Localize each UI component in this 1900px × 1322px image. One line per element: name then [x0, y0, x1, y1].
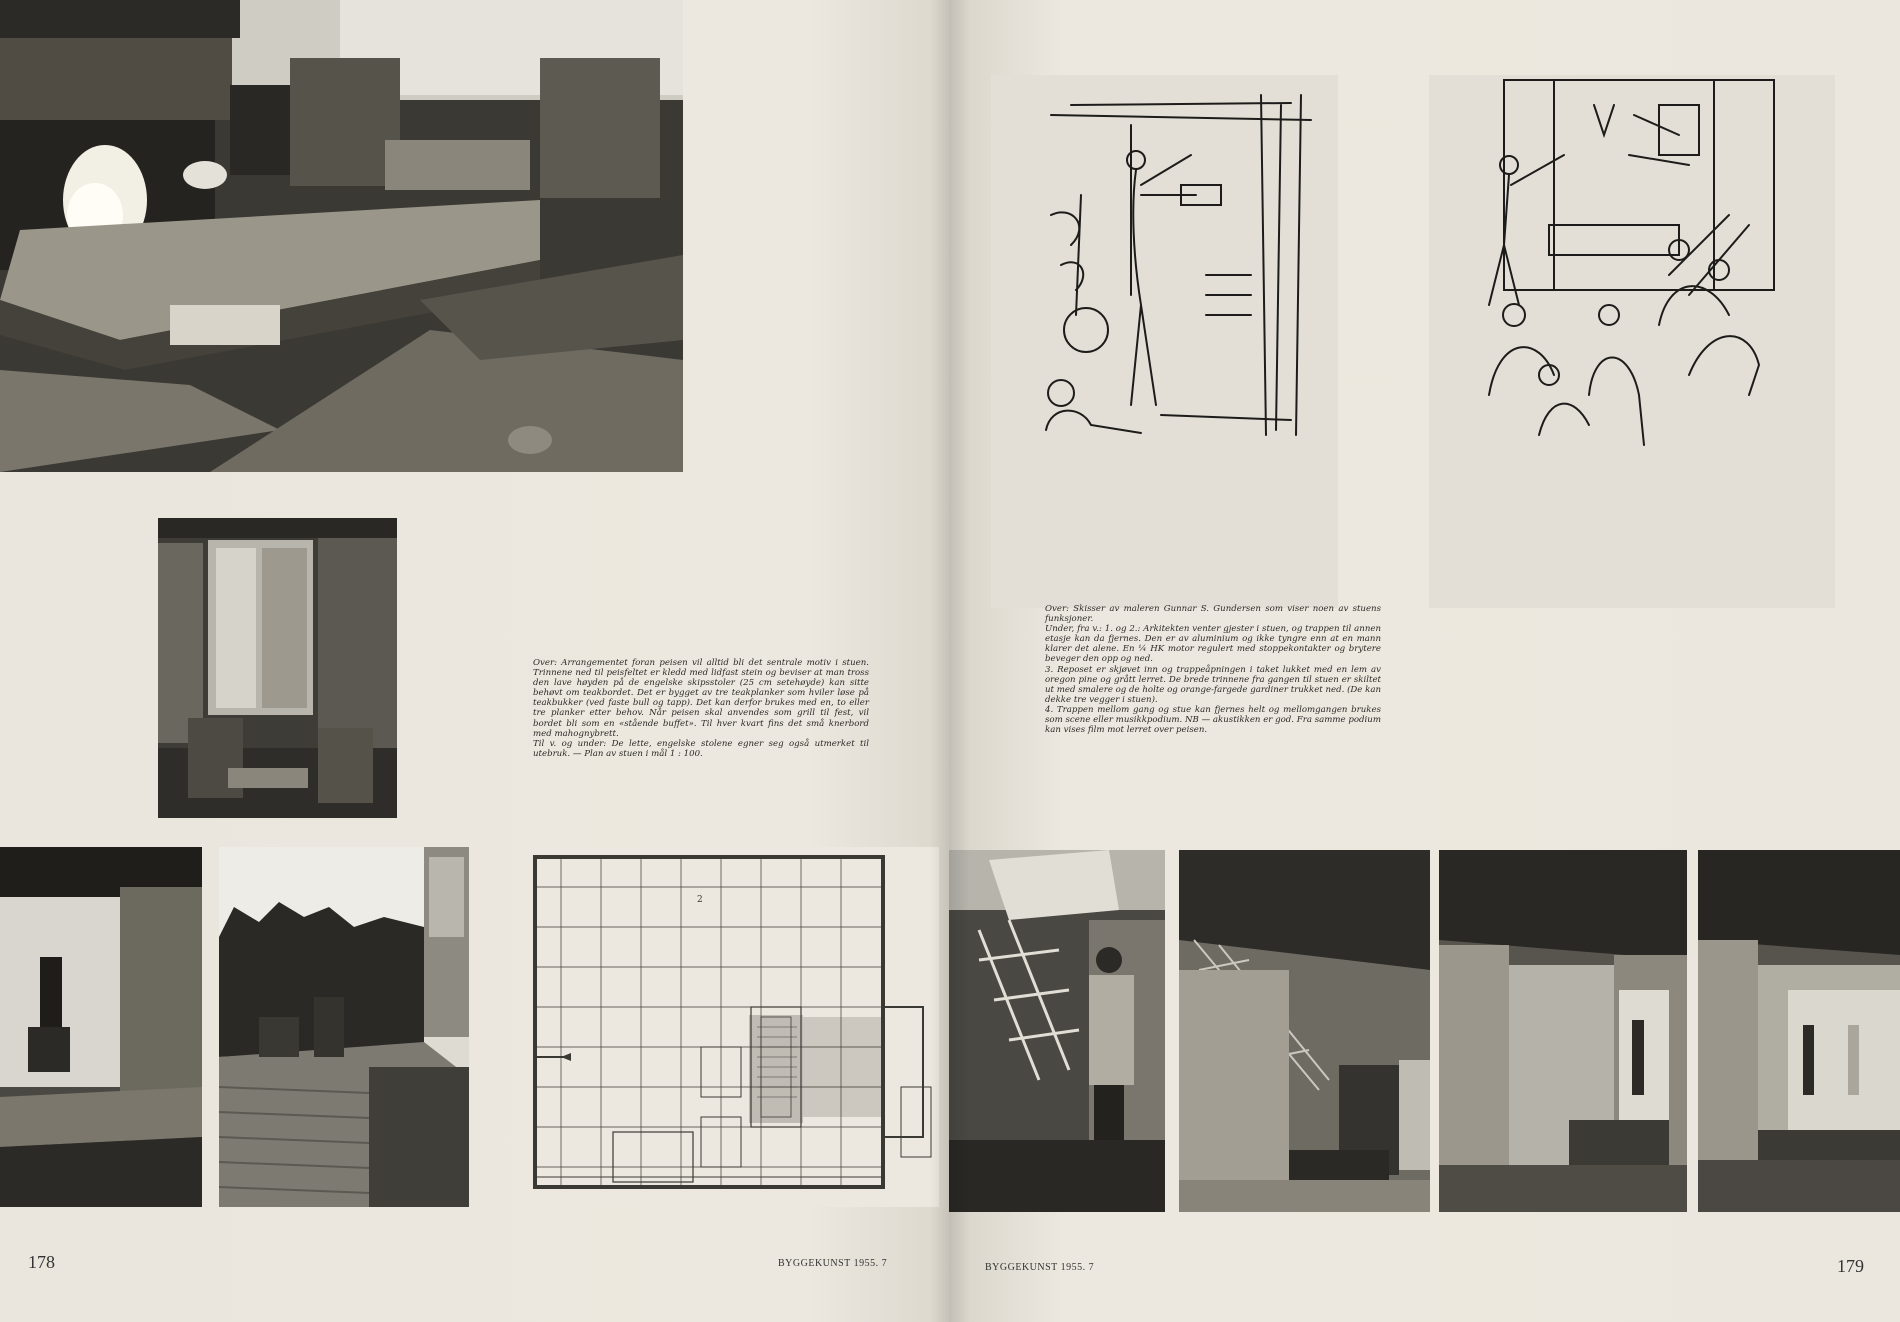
left-running-footer: BYGGEKUNST 1955. 7	[778, 1258, 888, 1269]
photo-stue-open	[1439, 850, 1687, 1212]
right-page	[949, 0, 1900, 1322]
sketch-presentation	[991, 75, 1338, 608]
right-page-number: 179	[1837, 1256, 1864, 1276]
right-running-header: BYGGEKUNST 1955. 7	[985, 1262, 1095, 1273]
caption-sketches-under: Under, fra v.: 1. og 2.: Arkitekten venter gjester i stuen, og trappen til annen etasje kan da fjernes. Den er av aluminium og ikke tyngre enn at en mann klarer det alene. En ¼ HK motor regulert med stoppekontakter og brytere beveger den opp og ned.	[1045, 624, 1381, 665]
photo-stair-man	[949, 850, 1165, 1212]
left-page	[0, 0, 949, 1322]
caption-fireplace	[533, 658, 869, 759]
floor-plan	[521, 847, 939, 1207]
spine-gutter	[930, 0, 970, 1322]
photo-man-at-window	[0, 847, 202, 1207]
photo-window-chairs	[158, 518, 397, 818]
caption-sketches-item-4: 4. Trappen mellom gang og stue kan fjernes helt og mellomgangen brukes som scene eller musikkpodium. NB — akustikken er god. Fra samme podium kan vises film mot lerret over peisen.	[1045, 704, 1381, 736]
left-page-number: 178	[28, 1252, 55, 1272]
caption-sketches-item-3: 3. Reposet er skjøvet inn og trappeåpningen i taket lukket med en lem av oregon pine og grått lerret. De brede trinnene fra gangen til stuen er skiltet ut med smalere og de holte og orange-fargede gardiner trukket ned. (De kan dekke tre vegger i stuen).	[1045, 664, 1381, 705]
photo-fireplace-seating	[0, 0, 683, 472]
plan-marker: 2	[697, 895, 703, 905]
photo-stue-podium	[1698, 850, 1900, 1212]
caption-fireplace-under: Til v. og under: De lette, engelske stolene egner seg også utmerket til utebruk. — Plan av stuen i mål 1 : 100.	[533, 738, 869, 759]
caption-fireplace-over: Over: Arrangementet foran peisen vil alltid bli det sentrale motiv i stuen. Trinnene ned til peisfeltet er kledd med lidfast stein og beviser at man tross den lave høyden på de engelske skipsstoler (25 cm setehøyde) kan sitte behøvt om teakbordet. Det er bygget av tre teakplanker som hviler løse på teakbukker (ved faste bull og tapp). Det kan derfor brukes med en, to eller tre planker etter behov. Når peisen skal anvendes som grill til fest, vil bordet bli som en «stående buffet». Til hver kvart fins det små knerbord med mahognybrett.	[533, 658, 869, 739]
caption-sketches-over: Over: Skisser av maleren Gunnar S. Gundersen som viser noen av stuens funksjoner.	[1045, 604, 1381, 625]
photo-terrace	[219, 847, 469, 1207]
sketch-gathering	[1429, 75, 1835, 608]
caption-sketches	[1045, 604, 1381, 735]
photo-stair-interior	[1179, 850, 1430, 1212]
